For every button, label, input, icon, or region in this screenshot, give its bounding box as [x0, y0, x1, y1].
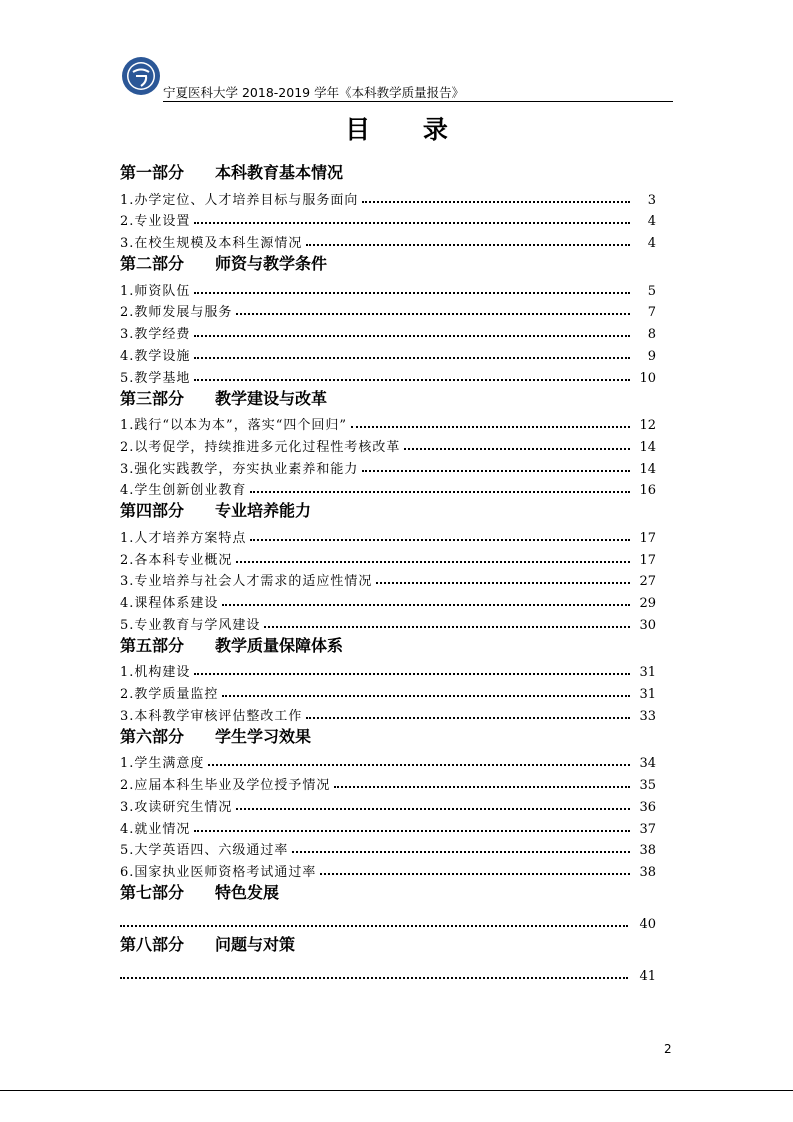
toc-page-number: 12 [639, 418, 656, 434]
toc-entry-label: 3.教学经费 [120, 327, 191, 343]
toc-page-number: 36 [639, 799, 656, 815]
toc-entry-label: 5.大学英语四、六级通过率 [120, 843, 289, 859]
university-seal-icon [121, 56, 161, 96]
dot-leader [194, 379, 630, 381]
dot-leader [250, 539, 630, 541]
toc-entry-label: 1.人才培养方案特点 [120, 530, 247, 546]
toc-entry[interactable] [120, 702, 656, 724]
toc-entry-label: 2.教学质量监控 [120, 687, 219, 703]
footer-rule [0, 1090, 793, 1091]
header-rule [163, 101, 673, 102]
toc-entry[interactable] [120, 680, 656, 702]
toc-entry-label: 3.专业培养与社会人才需求的适应性情况 [120, 574, 373, 590]
dot-leader [236, 808, 630, 810]
toc-entry-label: 6.国家执业医师资格考试通过率 [120, 864, 317, 880]
toc-entry-label: 3.强化实践教学，夯实执业素养和能力 [120, 461, 359, 477]
toc-entry-label: 1.机构建设 [120, 665, 191, 681]
toc-entry-label: 2.应届本科生毕业及学位授予情况 [120, 778, 331, 794]
dot-leader [194, 222, 630, 224]
toc-page-number: 37 [639, 821, 656, 837]
dot-leader [120, 925, 628, 927]
section-title: 教学质量保障体系 [215, 635, 344, 655]
section-page-leader[interactable] [120, 958, 656, 984]
toc-entry[interactable] [120, 186, 656, 208]
dot-leader [236, 561, 630, 563]
section-heading[interactable] [120, 880, 656, 906]
toc-entry[interactable] [120, 837, 656, 859]
dot-leader [194, 830, 630, 832]
dot-leader [306, 717, 630, 719]
dot-leader [362, 201, 630, 203]
toc-page-number: 8 [647, 327, 656, 343]
dot-leader [351, 426, 630, 428]
dot-leader [236, 313, 630, 315]
toc-entry[interactable] [120, 433, 656, 455]
dot-leader [334, 786, 630, 788]
dot-leader [222, 604, 630, 606]
dot-leader [250, 491, 630, 493]
toc-entry[interactable] [120, 524, 656, 546]
toc-entry-label: 4.就业情况 [120, 821, 191, 837]
toc-entry[interactable] [120, 229, 656, 251]
toc-page-number: 31 [639, 665, 656, 681]
toc-page-number: 14 [639, 461, 656, 477]
toc-entry[interactable] [120, 568, 656, 590]
toc-entry-label: 3.攻读研究生情况 [120, 799, 233, 815]
toc-page-number: 34 [639, 756, 656, 772]
section-title: 专业培养能力 [215, 501, 312, 521]
dot-leader [404, 448, 630, 450]
toc-entry[interactable] [120, 412, 656, 434]
toc-entry[interactable] [120, 546, 656, 568]
section-number: 第一部分 [120, 163, 185, 182]
toc-entry[interactable] [120, 364, 656, 386]
section-number: 第五部分 [120, 635, 185, 655]
toc-page-number: 16 [639, 483, 656, 499]
page-title: 目 录 [345, 115, 470, 144]
section-title: 问题与对策 [215, 934, 296, 954]
toc-entry[interactable] [120, 659, 656, 681]
toc-entry[interactable] [120, 320, 656, 342]
section-number: 第三部分 [120, 388, 185, 408]
toc-entry[interactable] [120, 299, 656, 321]
dot-leader [362, 470, 630, 472]
section-heading[interactable] [120, 386, 656, 412]
section-heading[interactable] [120, 932, 656, 958]
dot-leader [194, 292, 630, 294]
toc-entry-label: 2.以考促学，持续推进多元化过程性考核改革 [120, 439, 401, 455]
section-number: 第四部分 [120, 501, 185, 521]
dot-leader [120, 977, 628, 979]
dot-leader [194, 335, 630, 337]
toc-page-number: 17 [639, 552, 656, 568]
section-heading[interactable] [120, 251, 656, 277]
toc-entry[interactable] [120, 611, 656, 633]
toc-page-number: 38 [639, 864, 656, 880]
toc-page-number: 9 [647, 348, 656, 364]
toc-page-number: 29 [639, 596, 656, 611]
section-heading[interactable] [120, 498, 656, 524]
toc-page-number: 7 [647, 305, 656, 321]
toc-entry[interactable] [120, 771, 656, 793]
toc-entry[interactable] [120, 277, 656, 299]
toc-entry-label: 4.学生创新创业教育 [120, 483, 247, 499]
toc-page-number: 33 [639, 708, 656, 724]
toc-page-number: 4 [647, 214, 656, 230]
toc-entry-label: 2.各本科专业概况 [120, 552, 233, 568]
table-of-contents [120, 160, 656, 984]
toc-page-number: 31 [639, 687, 656, 703]
toc-entry[interactable] [120, 342, 656, 364]
toc-page-number: 3 [647, 192, 656, 208]
toc-entry-label: 3.本科教学审核评估整改工作 [120, 708, 303, 724]
toc-entry-label: 4.教学设施 [120, 348, 191, 364]
dot-leader [376, 582, 630, 584]
toc-entry[interactable] [120, 208, 656, 230]
toc-page-number: 30 [639, 617, 656, 633]
toc-entry[interactable] [120, 589, 656, 611]
running-header: 宁夏医科大学 2018-2019 学年《本科教学质量报告》 [163, 85, 465, 100]
toc-page-number: 41 [639, 968, 656, 984]
dot-leader [208, 764, 630, 766]
toc-entry-label: 1.办学定位、人才培养目标与服务面向 [120, 192, 359, 208]
section-title: 特色发展 [215, 882, 280, 902]
toc-page-number: 4 [647, 236, 656, 252]
section-number: 第二部分 [120, 254, 185, 274]
toc-page-number: 27 [639, 574, 656, 590]
toc-page-number: 38 [639, 843, 656, 859]
toc-entry[interactable] [120, 858, 656, 880]
toc-entry-label: 3.在校生规模及本科生源情况 [120, 236, 303, 252]
page-number: 2 [664, 1042, 672, 1056]
toc-page-number: 35 [639, 778, 656, 794]
section-title: 教学建设与改革 [215, 388, 328, 408]
dot-leader [292, 851, 630, 853]
dot-leader [222, 695, 630, 697]
toc-entry[interactable] [120, 815, 656, 837]
toc-entry[interactable] [120, 793, 656, 815]
section-number: 第八部分 [120, 934, 185, 954]
toc-entry-label: 1.学生满意度 [120, 756, 205, 772]
toc-entry-label: 2.专业设置 [120, 214, 191, 230]
toc-entry[interactable] [120, 750, 656, 772]
section-heading[interactable] [120, 633, 656, 659]
section-title: 学生学习效果 [215, 726, 312, 746]
section-number: 第七部分 [120, 882, 185, 902]
toc-entry[interactable] [120, 455, 656, 477]
toc-page-number: 10 [639, 370, 656, 386]
toc-entry-label: 5.教学基地 [120, 370, 191, 386]
toc-page-number: 17 [639, 530, 656, 546]
section-number: 第六部分 [120, 726, 185, 746]
dot-leader [194, 673, 630, 675]
toc-page-number: 14 [639, 439, 656, 455]
toc-entry-label: 1.师资队伍 [120, 283, 191, 299]
section-title: 师资与教学条件 [215, 254, 328, 274]
toc-entry-label: 5.专业教育与学风建设 [120, 617, 261, 633]
section-title: 本科教育基本情况 [215, 163, 344, 182]
toc-entry[interactable] [120, 477, 656, 499]
toc-entry-label: 4.课程体系建设 [120, 596, 219, 611]
dot-leader [320, 873, 630, 875]
section-heading[interactable] [120, 724, 656, 750]
section-page-leader[interactable] [120, 906, 656, 932]
dot-leader [194, 357, 630, 359]
dot-leader [264, 626, 630, 628]
toc-page-number: 5 [647, 283, 656, 299]
toc-page-number: 40 [639, 916, 656, 932]
section-heading[interactable] [120, 160, 656, 186]
toc-entry-label: 1.践行“以本为本”，落实“四个回归” [120, 418, 347, 434]
dot-leader [306, 244, 630, 246]
toc-entry-label: 2.教师发展与服务 [120, 305, 233, 321]
